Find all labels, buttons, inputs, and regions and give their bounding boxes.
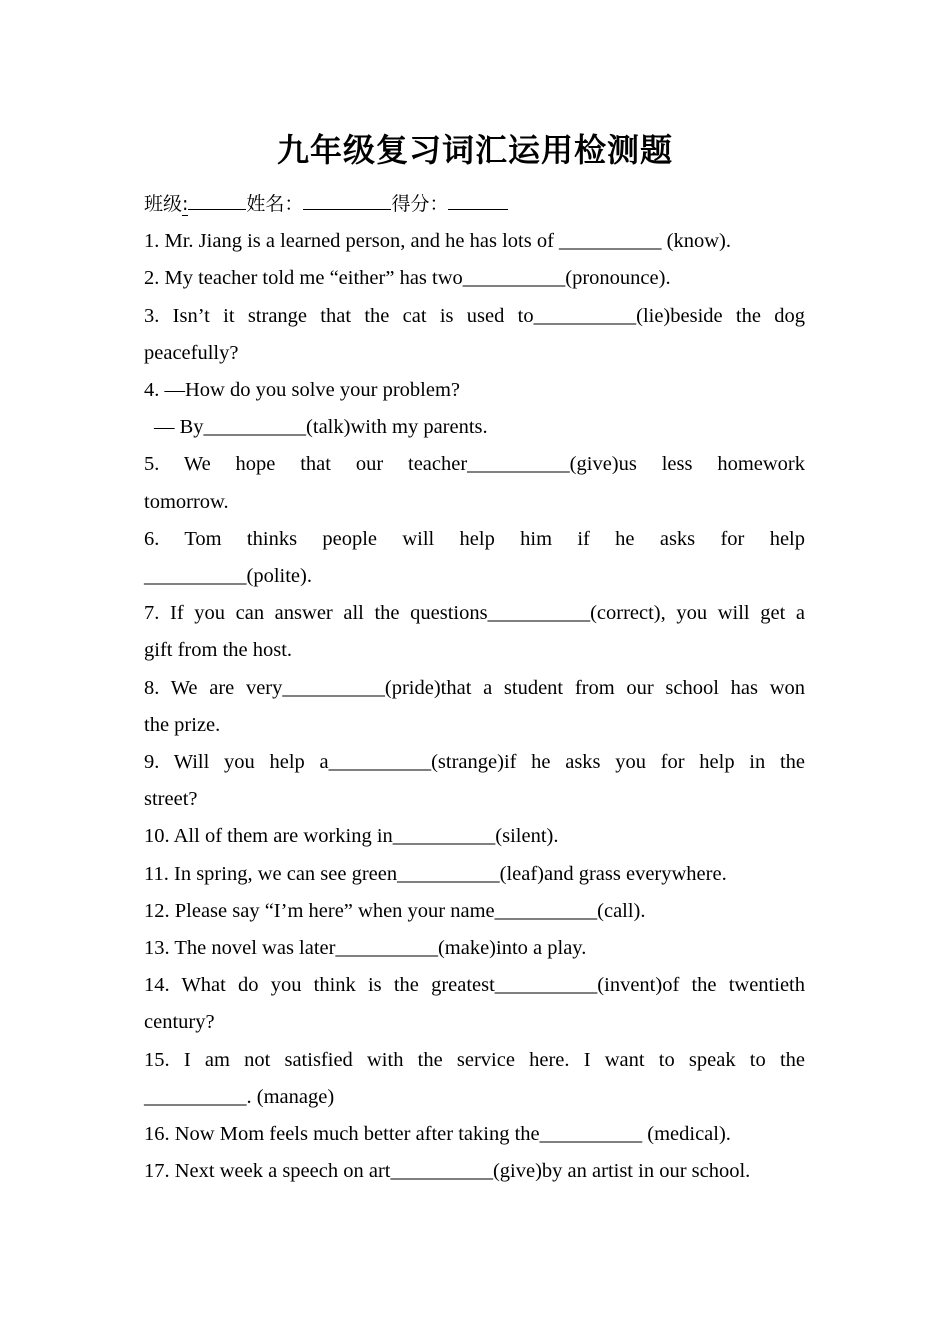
question-7: 7. If you can answer all the questions__________(correct), you will get a [144,602,805,625]
question-9-cont: street? [144,788,198,811]
question-2: 2. My teacher told me “either” has two__________(pronounce). [144,267,671,290]
question-15: 15. I am not satisfied with the service here. I want to speak to the [144,1048,805,1071]
name-blank[interactable] [303,191,391,210]
student-info-row [144,186,805,223]
worksheet-body [144,186,805,1190]
question-10: 10. All of them are working in__________(silent). [144,825,559,848]
question-7-cont: gift from the host. [144,639,293,662]
class-label: 班级 [144,193,183,215]
question-4-answer: — By__________(talk)with my parents. [154,416,488,439]
question-16: 16. Now Mom feels much better after taking the__________ (medical). [144,1123,731,1146]
name-label: 姓名： [246,193,304,215]
question-6-cont: __________(polite). [144,565,312,588]
question-5-cont: tomorrow. [144,490,229,513]
question-8: 8. We are very__________(pride)that a student from our school has won [144,676,805,699]
question-17: 17. Next week a speech on art__________(give)by an artist in our school. [144,1160,751,1183]
question-15-cont: __________. (manage) [144,1085,335,1108]
worksheet-title: 九年级复习词汇运用检测题 [276,131,673,169]
class-blank[interactable] [188,191,246,210]
question-5: 5. We hope that our teacher__________(give)us less homework [144,453,805,476]
question-3-cont: peacefully? [144,341,239,364]
question-13: 13. The novel was later__________(make)into a play. [144,937,587,960]
question-9: 9. Will you help a__________(strange)if he asks you for help in the [144,751,805,774]
question-14-cont: century? [144,1011,215,1034]
question-4: 4. —How do you solve your problem? [144,379,460,402]
score-label: 得分： [391,193,449,215]
question-14: 14. What do you think is the greatest__________(invent)of the twentieth [144,974,805,997]
question-6: 6. Tom thinks people will help him if he asks for help [144,527,805,550]
question-3: 3. Isn’t it strange that the cat is used to__________(lie)beside the dog [144,304,805,327]
question-8-cont: the prize. [144,713,221,736]
question-11: 11. In spring, we can see green__________(leaf)and grass everywhere. [144,862,727,885]
class-colon: : [182,193,189,215]
question-1: 1. Mr. Jiang is a learned person, and he has lots of __________ (know). [144,230,731,253]
score-blank[interactable] [448,191,508,210]
question-12: 12. Please say “I’m here” when your name__________(call). [144,899,646,922]
